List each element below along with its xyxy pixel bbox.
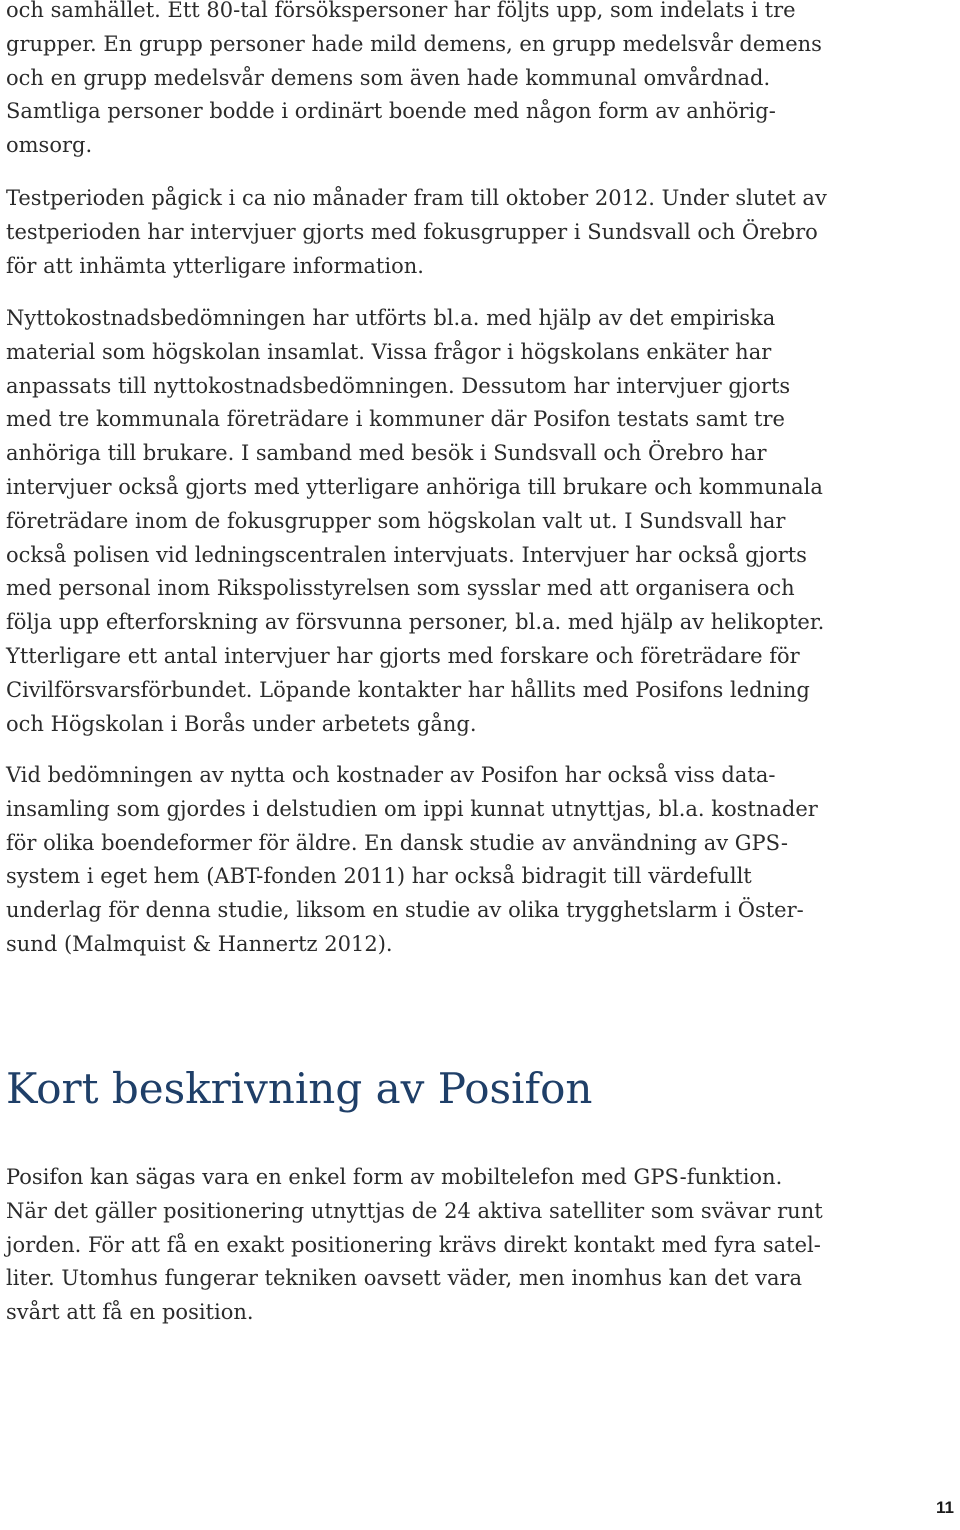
text-line: Ytterligare ett antal intervjuer har gjorts med forskare och företrädare för [6, 643, 800, 668]
text-line: för att inhämta ytterligare information. [6, 253, 424, 278]
text-line: Nyttokostnadsbedömningen har utförts bl.a. med hjälp av det empiriska [6, 306, 776, 330]
text-line: system i eget hem (ABT-fonden 2011) har också bidragit till värdefullt [6, 864, 752, 889]
text-line: Vid bedömningen av nytta och kostnader av Posifon har också viss data- [6, 763, 776, 787]
paragraph-intro-groups [6, 0, 822, 163]
text-line: Samtliga personer bodde i ordinärt boende med någon form av anhörig- [6, 99, 776, 124]
text-line: med personal inom Rikspolisstyrelsen som sysslar med att organisera och [6, 576, 795, 601]
text-line: Testperioden pågick i ca nio månader fram till oktober 2012. Under slutet av [6, 186, 827, 210]
text-line: liter. Utomhus fungerar tekniken oavsett väder, men inomhus kan det vara [6, 1266, 803, 1291]
text-line: material som högskolan insamlat. Vissa frågor i högskolans enkäter har [6, 339, 772, 364]
text-line: också polisen vid ledningscentralen intervjuats. Intervjuer har också gjorts [6, 542, 807, 567]
section-heading: Kort beskrivning av Posifon [6, 1064, 593, 1113]
text-line: jorden. För att få en exakt positionering krävs direkt kontakt med fyra satel- [6, 1232, 821, 1257]
text-line: omsorg. [6, 133, 93, 158]
text-line: anpassats till nyttokostnadsbedömningen. Dessutom har intervjuer gjorts [6, 373, 791, 398]
text-line: och Högskolan i Borås under arbetets gång. [6, 711, 477, 736]
text-line: svårt att få en position. [6, 1300, 254, 1325]
text-line: och samhället. Ett 80-tal försökspersoner har följts upp, som indelats i tre [6, 0, 796, 22]
text-line: och en grupp medelsvår demens som även hade kommunal omvårdnad. [6, 65, 771, 90]
text-line: med tre kommunala företrädare i kommuner där Posifon testats samt tre [6, 407, 785, 432]
text-line: Posifon kan sägas vara en enkel form av mobiltelefon med GPS-funktion. [6, 1165, 783, 1189]
paragraph-cost-assessment [6, 302, 824, 741]
text-line: företrädare inom de fokusgrupper som högskolan valt ut. I Sundsvall har [6, 508, 786, 533]
text-line: testperioden har intervjuer gjorts med fokusgrupper i Sundsvall och Örebro [6, 219, 818, 244]
text-line: Civilförsvarsförbundet. Löpande kontakter har hållits med Posifons ledning [6, 677, 810, 702]
text-line: insamling som gjordes i delstudien om ippi kunnat utnyttjas, bl.a. kostnader [6, 796, 818, 821]
text-line: underlag för denna studie, liksom en studie av olika trygghetslarm i Öster- [6, 898, 804, 923]
text-line: När det gäller positionering utnyttjas de 24 aktiva satelliter som svävar runt [6, 1198, 823, 1223]
text-line: anhöriga till brukare. I samband med besök i Sundsvall och Örebro har [6, 441, 767, 466]
text-line: för olika boendeformer för äldre. En dansk studie av användning av GPS- [6, 830, 788, 855]
paragraph-posifon-description [6, 1161, 823, 1330]
text-line: följa upp efterforskning av försvunna personer, bl.a. med hjälp av helikopter. [6, 610, 825, 635]
text-line: sund (Malmquist & Hannertz 2012). [6, 931, 393, 956]
text-line: intervjuer också gjorts med ytterligare anhöriga till brukare och kommunala [6, 474, 823, 499]
text-line: grupper. En grupp personer hade mild demens, en grupp medelsvår demens [6, 31, 822, 56]
page-number: 11 [936, 1498, 954, 1517]
paragraph-data-collection [6, 759, 818, 962]
paragraph-test-period [6, 182, 827, 283]
